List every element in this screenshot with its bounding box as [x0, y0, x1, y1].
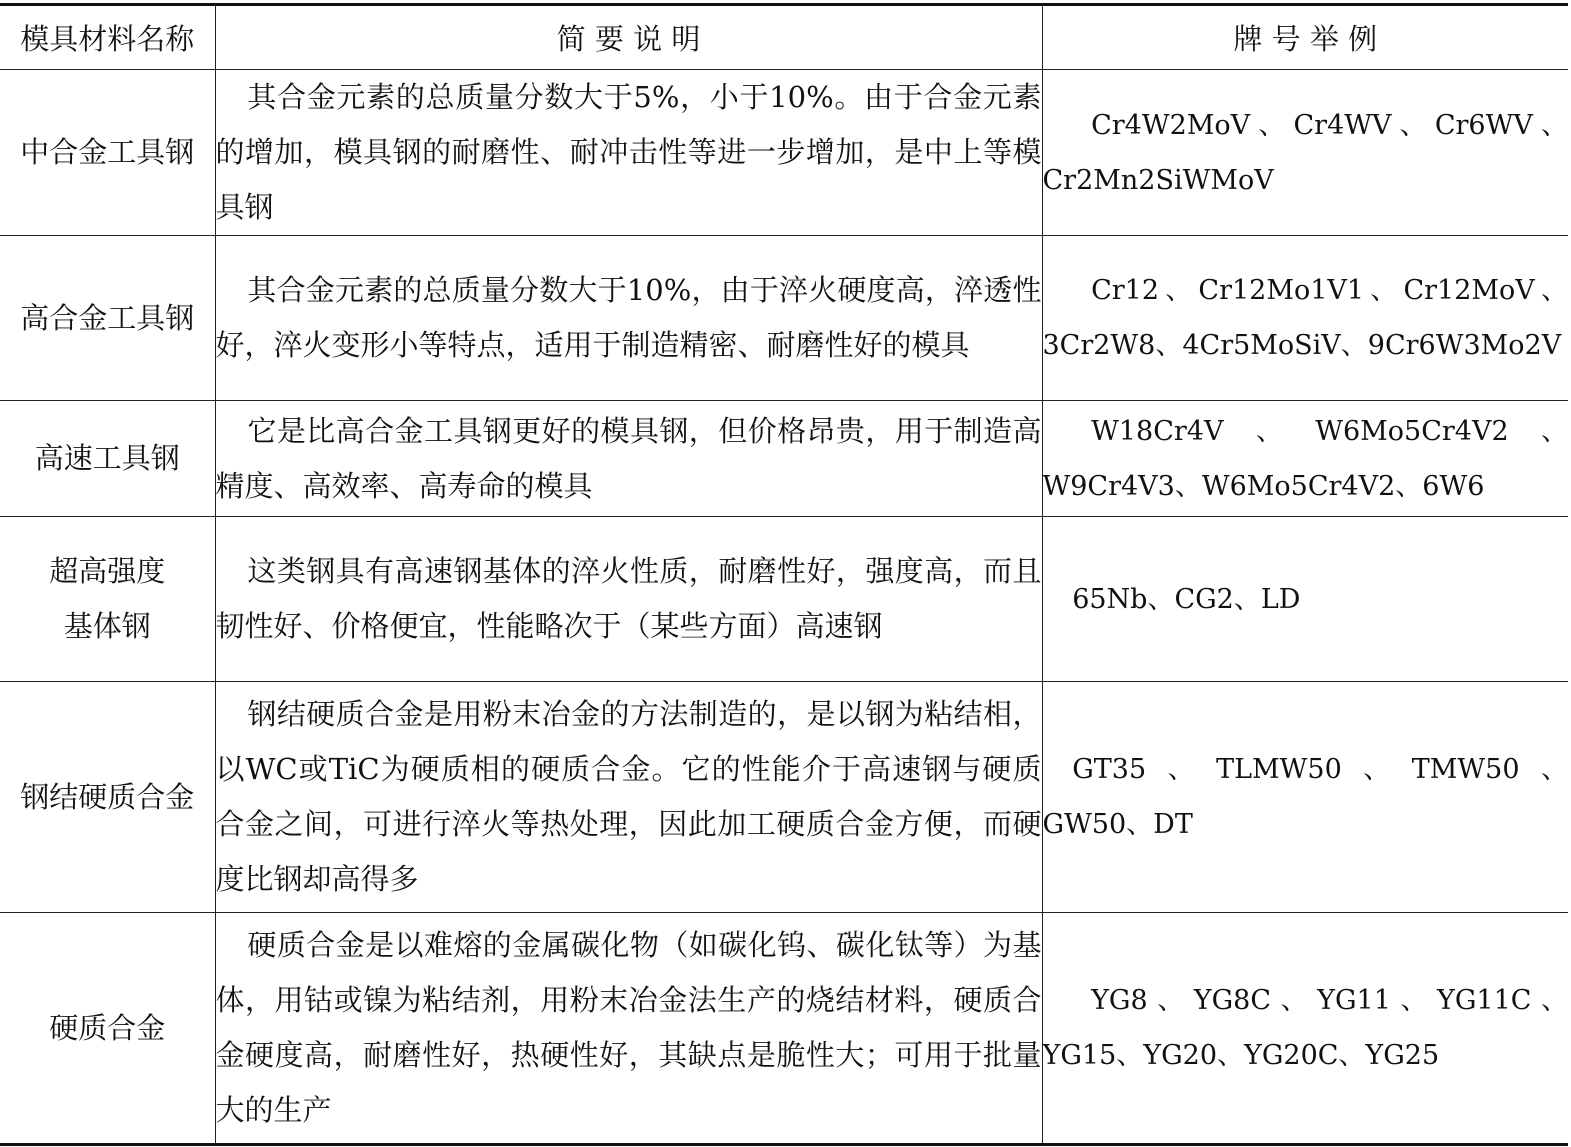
table-row: [0, 70, 1568, 236]
material-grades: GT35、TLMW50、TMW50、GW50、DT: [1042, 682, 1568, 913]
material-name: 中合金工具钢: [0, 70, 215, 236]
material-name: 钢结硬质合金: [0, 682, 215, 913]
header-grade-examples: 牌 号 举 例: [1042, 5, 1568, 70]
table-row: [0, 682, 1568, 913]
material-grades: Cr4W2MoV、Cr4WV、Cr6WV、Cr2Mn2SiWMoV: [1042, 70, 1568, 236]
material-name: 高合金工具钢: [0, 236, 215, 401]
material-grades: YG8、YG8C、YG11、YG11C、YG15、YG20、YG20C、YG25: [1042, 913, 1568, 1145]
header-row: [0, 5, 1568, 70]
table-row: [0, 913, 1568, 1145]
header-description: 简 要 说 明: [215, 5, 1042, 70]
material-name: 高速工具钢: [0, 401, 215, 517]
material-name: 硬质合金: [0, 913, 215, 1145]
material-description: 它是比高合金工具钢更好的模具钢，但价格昂贵，用于制造高精度、高效率、高寿命的模具: [215, 401, 1042, 517]
materials-table: [0, 3, 1568, 1146]
material-name-line2: 基体钢: [63, 609, 151, 643]
table-row: [0, 401, 1568, 517]
material-description: 其合金元素的总质量分数大于10%，由于淬火硬度高，淬透性好，淬火变形小等特点，适用于制造精密、耐磨性好的模具: [215, 236, 1042, 401]
table-row: [0, 517, 1568, 682]
material-description: 这类钢具有高速钢基体的淬火性质，耐磨性好，强度高，而且韧性好、价格便宜，性能略次于（某些方面）高速钢: [215, 517, 1042, 682]
material-name: [0, 517, 215, 682]
material-description: 硬质合金是以难熔的金属碳化物（如碳化钨、碳化钛等）为基体，用钴或镍为粘结剂，用粉末冶金法生产的烧结材料，硬质合金硬度高，耐磨性好，热硬性好，其缺点是脆性大；可用于批量大的生产: [215, 913, 1042, 1145]
material-description: 钢结硬质合金是用粉末冶金的方法制造的，是以钢为粘结相，以WC或TiC为硬质相的硬质合金。它的性能介于高速钢与硬质合金之间，可进行淬火等热处理，因此加工硬质合金方便，而硬度比钢却高得多: [215, 682, 1042, 913]
material-grades: 65Nb、CG2、LD: [1042, 517, 1568, 682]
header-material-name: 模具材料名称: [0, 5, 215, 70]
material-grades: W18Cr4V、W6Mo5Cr4V2、W9Cr4V3、W6Mo5Cr4V2、6W6: [1042, 401, 1568, 517]
table-row: [0, 236, 1568, 401]
material-grades: Cr12、Cr12Mo1V1、Cr12MoV、3Cr2W8、4Cr5MoSiV、9Cr6W3Mo2V: [1042, 236, 1568, 401]
material-name-line1: 超高强度: [49, 554, 166, 588]
material-description: 其合金元素的总质量分数大于5%，小于10%。由于合金元素的增加，模具钢的耐磨性、耐冲击性等进一步增加，是中上等模具钢: [215, 70, 1042, 236]
